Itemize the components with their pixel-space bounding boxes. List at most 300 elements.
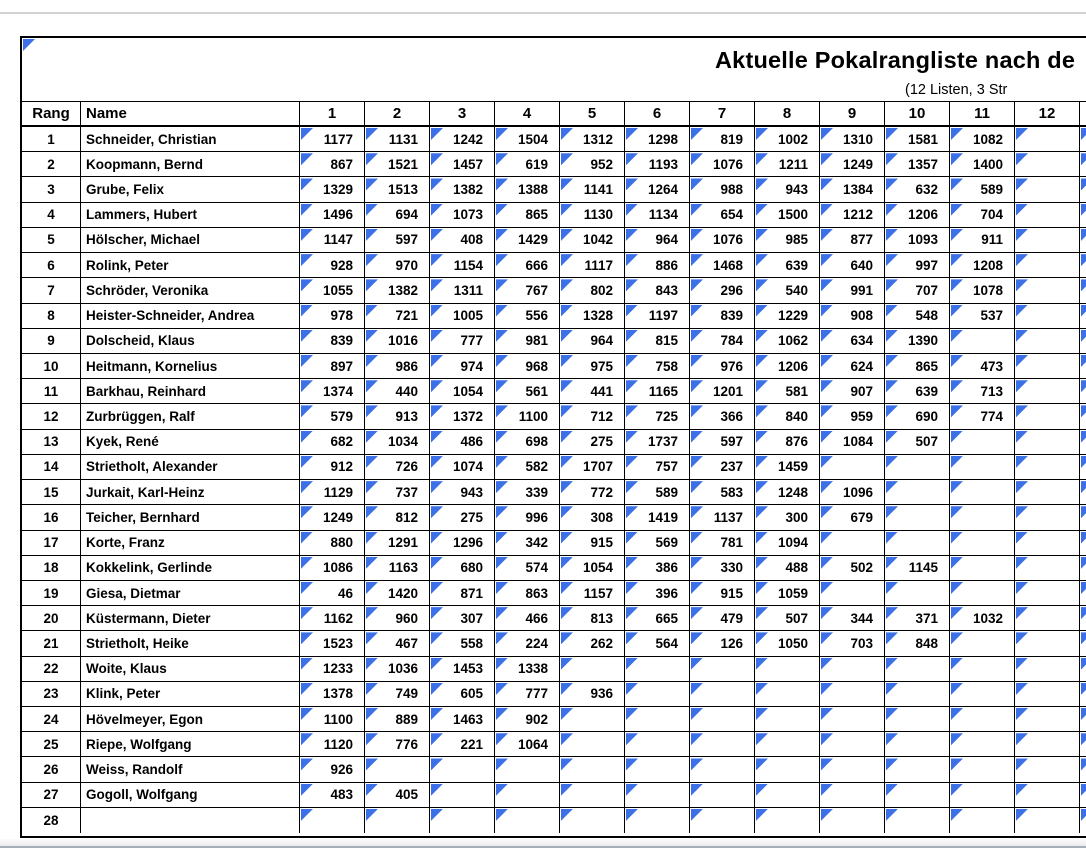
score-cell[interactable] <box>689 127 754 151</box>
score-cell[interactable] <box>429 531 494 555</box>
score-cell[interactable] <box>364 304 429 328</box>
score-cell[interactable] <box>819 480 884 504</box>
rank-cell[interactable]: 20 <box>43 610 59 626</box>
score-cell[interactable] <box>754 783 819 807</box>
score-cell[interactable] <box>754 606 819 630</box>
score-cell[interactable] <box>624 354 689 378</box>
score-cell[interactable] <box>819 505 884 529</box>
score-cell[interactable] <box>494 581 559 605</box>
score-cell[interactable] <box>754 732 819 756</box>
score-cell[interactable] <box>624 253 689 277</box>
score-cell[interactable] <box>299 127 364 151</box>
score-cell[interactable] <box>884 430 949 454</box>
score-cell[interactable] <box>429 732 494 756</box>
rank-cell[interactable]: 23 <box>43 686 59 702</box>
score-cell[interactable] <box>689 531 754 555</box>
score-cell[interactable] <box>884 757 949 781</box>
score-cell[interactable] <box>364 203 429 227</box>
score-cell[interactable] <box>819 682 884 706</box>
score-cell[interactable] <box>754 329 819 353</box>
score-cell[interactable] <box>884 404 949 428</box>
score-cell[interactable] <box>494 531 559 555</box>
score-cell[interactable] <box>1079 329 1086 353</box>
score-cell[interactable] <box>559 177 624 201</box>
score-cell[interactable] <box>1014 278 1079 302</box>
score-cell[interactable] <box>754 152 819 176</box>
score-cell[interactable] <box>364 682 429 706</box>
score-cell[interactable] <box>559 783 624 807</box>
score-cell[interactable] <box>884 531 949 555</box>
score-cell[interactable] <box>559 606 624 630</box>
score-cell[interactable] <box>364 480 429 504</box>
score-cell[interactable] <box>884 127 949 151</box>
score-cell[interactable] <box>1014 505 1079 529</box>
score-cell[interactable] <box>1014 127 1079 151</box>
score-cell[interactable] <box>819 329 884 353</box>
score-cell[interactable] <box>754 631 819 655</box>
column-header-round[interactable]: 3 <box>429 102 494 125</box>
score-cell[interactable] <box>1079 556 1086 580</box>
score-cell[interactable] <box>429 707 494 731</box>
score-cell[interactable] <box>1079 404 1086 428</box>
score-cell[interactable] <box>624 707 689 731</box>
rank-cell[interactable]: 7 <box>47 282 55 298</box>
score-cell[interactable] <box>299 531 364 555</box>
score-cell[interactable] <box>429 505 494 529</box>
score-cell[interactable] <box>884 253 949 277</box>
score-cell[interactable] <box>884 354 949 378</box>
score-cell[interactable] <box>689 808 754 833</box>
score-cell[interactable] <box>1079 253 1086 277</box>
score-cell[interactable] <box>494 808 559 833</box>
player-name-cell[interactable]: Korte, Franz <box>80 531 299 555</box>
score-cell[interactable] <box>624 228 689 252</box>
score-cell[interactable] <box>429 657 494 681</box>
score-cell[interactable] <box>494 354 559 378</box>
score-cell[interactable] <box>949 404 1014 428</box>
score-cell[interactable] <box>299 808 364 833</box>
rank-cell[interactable]: 12 <box>43 409 59 425</box>
score-cell[interactable] <box>884 707 949 731</box>
score-cell[interactable] <box>624 631 689 655</box>
player-name-cell[interactable]: Strietholt, Heike <box>80 631 299 655</box>
rank-cell[interactable]: 11 <box>43 383 59 399</box>
score-cell[interactable] <box>559 531 624 555</box>
score-cell[interactable] <box>819 808 884 833</box>
score-cell[interactable] <box>1079 606 1086 630</box>
score-cell[interactable] <box>1079 783 1086 807</box>
score-cell[interactable] <box>949 329 1014 353</box>
score-cell[interactable] <box>559 480 624 504</box>
player-name-cell[interactable]: Dolscheid, Klaus <box>80 329 299 353</box>
score-cell[interactable] <box>1014 304 1079 328</box>
score-cell[interactable] <box>494 732 559 756</box>
score-cell[interactable] <box>494 177 559 201</box>
score-cell[interactable] <box>429 329 494 353</box>
score-cell[interactable] <box>949 127 1014 151</box>
score-cell[interactable] <box>1014 707 1079 731</box>
score-cell[interactable] <box>819 379 884 403</box>
score-cell[interactable] <box>364 606 429 630</box>
score-cell[interactable] <box>884 732 949 756</box>
score-cell[interactable] <box>754 657 819 681</box>
score-cell[interactable] <box>949 631 1014 655</box>
score-cell[interactable] <box>494 556 559 580</box>
score-cell[interactable] <box>364 757 429 781</box>
score-cell[interactable] <box>559 354 624 378</box>
score-cell[interactable] <box>689 379 754 403</box>
score-cell[interactable] <box>884 152 949 176</box>
column-header-round[interactable]: 2 <box>364 102 429 125</box>
score-cell[interactable] <box>819 757 884 781</box>
score-cell[interactable] <box>754 505 819 529</box>
score-cell[interactable] <box>494 505 559 529</box>
score-cell[interactable] <box>429 379 494 403</box>
score-cell[interactable] <box>1014 657 1079 681</box>
score-cell[interactable] <box>754 430 819 454</box>
score-cell[interactable] <box>494 228 559 252</box>
rank-cell[interactable]: 26 <box>43 762 59 778</box>
score-cell[interactable] <box>299 657 364 681</box>
score-cell[interactable] <box>624 505 689 529</box>
score-cell[interactable] <box>949 732 1014 756</box>
score-cell[interactable] <box>689 430 754 454</box>
score-cell[interactable] <box>494 430 559 454</box>
score-cell[interactable] <box>1079 430 1086 454</box>
score-cell[interactable] <box>819 404 884 428</box>
score-cell[interactable] <box>1014 783 1079 807</box>
score-cell[interactable] <box>1014 631 1079 655</box>
score-cell[interactable] <box>689 304 754 328</box>
rank-cell[interactable]: 21 <box>43 635 59 651</box>
score-cell[interactable] <box>429 581 494 605</box>
score-cell[interactable] <box>884 228 949 252</box>
score-cell[interactable] <box>689 203 754 227</box>
score-cell[interactable] <box>494 682 559 706</box>
score-cell[interactable] <box>754 304 819 328</box>
player-name-cell[interactable]: Grube, Felix <box>80 177 299 201</box>
rank-cell[interactable]: 25 <box>43 736 59 752</box>
column-header-round[interactable]: 5 <box>559 102 624 125</box>
player-name-cell[interactable]: Kyek, René <box>80 430 299 454</box>
score-cell[interactable] <box>1014 556 1079 580</box>
score-cell[interactable] <box>689 354 754 378</box>
score-cell[interactable] <box>754 707 819 731</box>
score-cell[interactable] <box>689 631 754 655</box>
score-cell[interactable] <box>754 379 819 403</box>
score-cell[interactable] <box>949 531 1014 555</box>
player-name-cell[interactable]: Küstermann, Dieter <box>80 606 299 630</box>
score-cell[interactable] <box>819 707 884 731</box>
score-cell[interactable] <box>624 430 689 454</box>
score-cell[interactable] <box>1079 732 1086 756</box>
score-cell[interactable] <box>689 253 754 277</box>
score-cell[interactable] <box>949 556 1014 580</box>
score-cell[interactable] <box>949 581 1014 605</box>
score-cell[interactable] <box>299 757 364 781</box>
score-cell[interactable] <box>949 152 1014 176</box>
score-cell[interactable] <box>884 682 949 706</box>
score-cell[interactable] <box>819 581 884 605</box>
column-header-name[interactable]: Name <box>80 102 299 125</box>
score-cell[interactable] <box>819 228 884 252</box>
score-cell[interactable] <box>559 127 624 151</box>
score-cell[interactable] <box>429 556 494 580</box>
score-cell[interactable] <box>494 707 559 731</box>
player-name-cell[interactable]: Lammers, Hubert <box>80 203 299 227</box>
score-cell[interactable] <box>819 556 884 580</box>
score-cell[interactable] <box>689 404 754 428</box>
score-cell[interactable] <box>494 379 559 403</box>
score-cell[interactable] <box>754 177 819 201</box>
score-cell[interactable] <box>884 556 949 580</box>
score-cell[interactable] <box>624 304 689 328</box>
score-cell[interactable] <box>624 783 689 807</box>
score-cell[interactable] <box>494 127 559 151</box>
score-cell[interactable] <box>1014 606 1079 630</box>
score-cell[interactable] <box>559 304 624 328</box>
score-cell[interactable] <box>884 203 949 227</box>
player-name-cell[interactable]: Schneider, Christian <box>80 127 299 151</box>
score-cell[interactable] <box>364 329 429 353</box>
score-cell[interactable] <box>754 808 819 833</box>
score-cell[interactable] <box>559 203 624 227</box>
score-cell[interactable] <box>949 657 1014 681</box>
rank-cell[interactable]: 4 <box>47 207 55 223</box>
player-name-cell[interactable]: Barkhau, Reinhard <box>80 379 299 403</box>
score-cell[interactable] <box>689 606 754 630</box>
score-cell[interactable] <box>299 732 364 756</box>
score-cell[interactable] <box>429 278 494 302</box>
score-cell[interactable] <box>624 379 689 403</box>
score-cell[interactable] <box>429 253 494 277</box>
score-cell[interactable] <box>559 455 624 479</box>
score-cell[interactable] <box>1079 631 1086 655</box>
score-cell[interactable] <box>819 606 884 630</box>
score-cell[interactable] <box>1014 581 1079 605</box>
score-cell[interactable] <box>494 480 559 504</box>
score-cell[interactable] <box>884 581 949 605</box>
score-cell[interactable] <box>949 455 1014 479</box>
score-cell[interactable] <box>559 278 624 302</box>
score-cell[interactable] <box>689 329 754 353</box>
score-cell[interactable] <box>299 430 364 454</box>
score-cell[interactable] <box>494 606 559 630</box>
score-cell[interactable] <box>884 505 949 529</box>
score-cell[interactable] <box>299 379 364 403</box>
column-header-round[interactable]: 4 <box>494 102 559 125</box>
score-cell[interactable] <box>819 657 884 681</box>
score-cell[interactable] <box>494 278 559 302</box>
rank-cell[interactable]: 1 <box>47 131 55 147</box>
score-cell[interactable] <box>494 253 559 277</box>
score-cell[interactable] <box>819 278 884 302</box>
score-cell[interactable] <box>884 304 949 328</box>
score-cell[interactable] <box>1079 203 1086 227</box>
score-cell[interactable] <box>364 455 429 479</box>
score-cell[interactable] <box>819 177 884 201</box>
player-name-cell[interactable]: Hövelmeyer, Egon <box>80 707 299 731</box>
score-cell[interactable] <box>689 757 754 781</box>
score-cell[interactable] <box>299 505 364 529</box>
score-cell[interactable] <box>754 354 819 378</box>
score-cell[interactable] <box>494 203 559 227</box>
score-cell[interactable] <box>624 657 689 681</box>
player-name-cell[interactable]: Heitmann, Kornelius <box>80 354 299 378</box>
score-cell[interactable] <box>624 581 689 605</box>
score-cell[interactable] <box>884 379 949 403</box>
score-cell[interactable] <box>429 808 494 833</box>
score-cell[interactable] <box>949 783 1014 807</box>
score-cell[interactable] <box>364 253 429 277</box>
score-cell[interactable] <box>624 606 689 630</box>
score-cell[interactable] <box>949 228 1014 252</box>
score-cell[interactable] <box>559 228 624 252</box>
score-cell[interactable] <box>299 556 364 580</box>
score-cell[interactable] <box>1014 404 1079 428</box>
score-cell[interactable] <box>1014 177 1079 201</box>
score-cell[interactable] <box>364 127 429 151</box>
score-cell[interactable] <box>429 682 494 706</box>
score-cell[interactable] <box>364 228 429 252</box>
player-name-cell[interactable]: Schröder, Veronika <box>80 278 299 302</box>
rank-cell[interactable]: 16 <box>43 509 59 525</box>
score-cell[interactable] <box>689 682 754 706</box>
score-cell[interactable] <box>364 177 429 201</box>
score-cell[interactable] <box>1079 177 1086 201</box>
score-cell[interactable] <box>1079 379 1086 403</box>
column-header-round[interactable]: 8 <box>754 102 819 125</box>
player-name-cell[interactable]: Gogoll, Wolfgang <box>80 783 299 807</box>
score-cell[interactable] <box>1014 379 1079 403</box>
player-name-cell[interactable]: Riepe, Wolfgang <box>80 732 299 756</box>
score-cell[interactable] <box>624 127 689 151</box>
score-cell[interactable] <box>429 127 494 151</box>
score-cell[interactable] <box>689 707 754 731</box>
score-cell[interactable] <box>949 379 1014 403</box>
score-cell[interactable] <box>689 556 754 580</box>
score-cell[interactable] <box>429 783 494 807</box>
score-cell[interactable] <box>429 430 494 454</box>
score-cell[interactable] <box>689 228 754 252</box>
score-cell[interactable] <box>559 757 624 781</box>
score-cell[interactable] <box>624 152 689 176</box>
score-cell[interactable] <box>949 203 1014 227</box>
rank-cell[interactable]: 22 <box>43 661 59 677</box>
score-cell[interactable] <box>299 783 364 807</box>
score-cell[interactable] <box>429 757 494 781</box>
score-cell[interactable] <box>299 152 364 176</box>
column-header-round[interactable]: 7 <box>689 102 754 125</box>
score-cell[interactable] <box>754 556 819 580</box>
score-cell[interactable] <box>624 480 689 504</box>
rank-cell[interactable]: 9 <box>47 333 55 349</box>
score-cell[interactable] <box>624 556 689 580</box>
score-cell[interactable] <box>819 203 884 227</box>
score-cell[interactable] <box>754 253 819 277</box>
player-name-cell[interactable]: Koopmann, Bernd <box>80 152 299 176</box>
rank-cell[interactable]: 17 <box>43 535 59 551</box>
score-cell[interactable] <box>559 379 624 403</box>
score-cell[interactable] <box>949 682 1014 706</box>
score-cell[interactable] <box>364 430 429 454</box>
score-cell[interactable] <box>754 455 819 479</box>
player-name-cell[interactable]: Giesa, Dietmar <box>80 581 299 605</box>
score-cell[interactable] <box>299 631 364 655</box>
player-name-cell[interactable]: Teicher, Bernhard <box>80 505 299 529</box>
rank-cell[interactable]: 5 <box>47 232 55 248</box>
score-cell[interactable] <box>1014 808 1079 833</box>
score-cell[interactable] <box>494 455 559 479</box>
score-cell[interactable] <box>429 203 494 227</box>
score-cell[interactable] <box>364 531 429 555</box>
player-name-cell[interactable]: Klink, Peter <box>80 682 299 706</box>
score-cell[interactable] <box>754 531 819 555</box>
score-cell[interactable] <box>494 657 559 681</box>
score-cell[interactable] <box>299 480 364 504</box>
score-cell[interactable] <box>754 127 819 151</box>
score-cell[interactable] <box>1079 505 1086 529</box>
rank-cell[interactable]: 27 <box>43 787 59 803</box>
score-cell[interactable] <box>884 329 949 353</box>
score-cell[interactable] <box>1079 127 1086 151</box>
score-cell[interactable] <box>624 177 689 201</box>
score-cell[interactable] <box>624 531 689 555</box>
score-cell[interactable] <box>1014 203 1079 227</box>
score-cell[interactable] <box>299 329 364 353</box>
column-header-round[interactable]: 12 <box>1014 102 1079 125</box>
score-cell[interactable] <box>689 455 754 479</box>
score-cell[interactable] <box>429 631 494 655</box>
title-band-cell[interactable] <box>22 38 1086 102</box>
player-name-cell[interactable]: Strietholt, Alexander <box>80 455 299 479</box>
score-cell[interactable] <box>689 278 754 302</box>
score-cell[interactable] <box>1014 480 1079 504</box>
score-cell[interactable] <box>494 304 559 328</box>
score-cell[interactable] <box>364 631 429 655</box>
player-name-cell[interactable]: Kokkelink, Gerlinde <box>80 556 299 580</box>
score-cell[interactable] <box>429 228 494 252</box>
score-cell[interactable] <box>884 657 949 681</box>
score-cell[interactable] <box>949 430 1014 454</box>
score-cell[interactable] <box>299 581 364 605</box>
score-cell[interactable] <box>1079 581 1086 605</box>
score-cell[interactable] <box>364 707 429 731</box>
score-cell[interactable] <box>364 556 429 580</box>
score-cell[interactable] <box>754 682 819 706</box>
score-cell[interactable] <box>884 480 949 504</box>
score-cell[interactable] <box>949 757 1014 781</box>
player-name-cell[interactable]: Heister-Schneider, Andrea <box>80 304 299 328</box>
rank-cell[interactable]: 13 <box>43 434 59 450</box>
player-name-cell[interactable]: Zurbrüggen, Ralf <box>80 404 299 428</box>
column-header-round[interactable]: 6 <box>624 102 689 125</box>
score-cell[interactable] <box>1079 757 1086 781</box>
score-cell[interactable] <box>299 354 364 378</box>
score-cell[interactable] <box>884 808 949 833</box>
score-cell[interactable] <box>1014 228 1079 252</box>
score-cell[interactable] <box>689 657 754 681</box>
score-cell[interactable] <box>494 152 559 176</box>
score-cell[interactable] <box>364 404 429 428</box>
score-cell[interactable] <box>819 430 884 454</box>
score-cell[interactable] <box>1079 304 1086 328</box>
score-cell[interactable] <box>299 278 364 302</box>
score-cell[interactable] <box>624 203 689 227</box>
score-cell[interactable] <box>364 379 429 403</box>
score-cell[interactable] <box>1014 682 1079 706</box>
score-cell[interactable] <box>1014 329 1079 353</box>
